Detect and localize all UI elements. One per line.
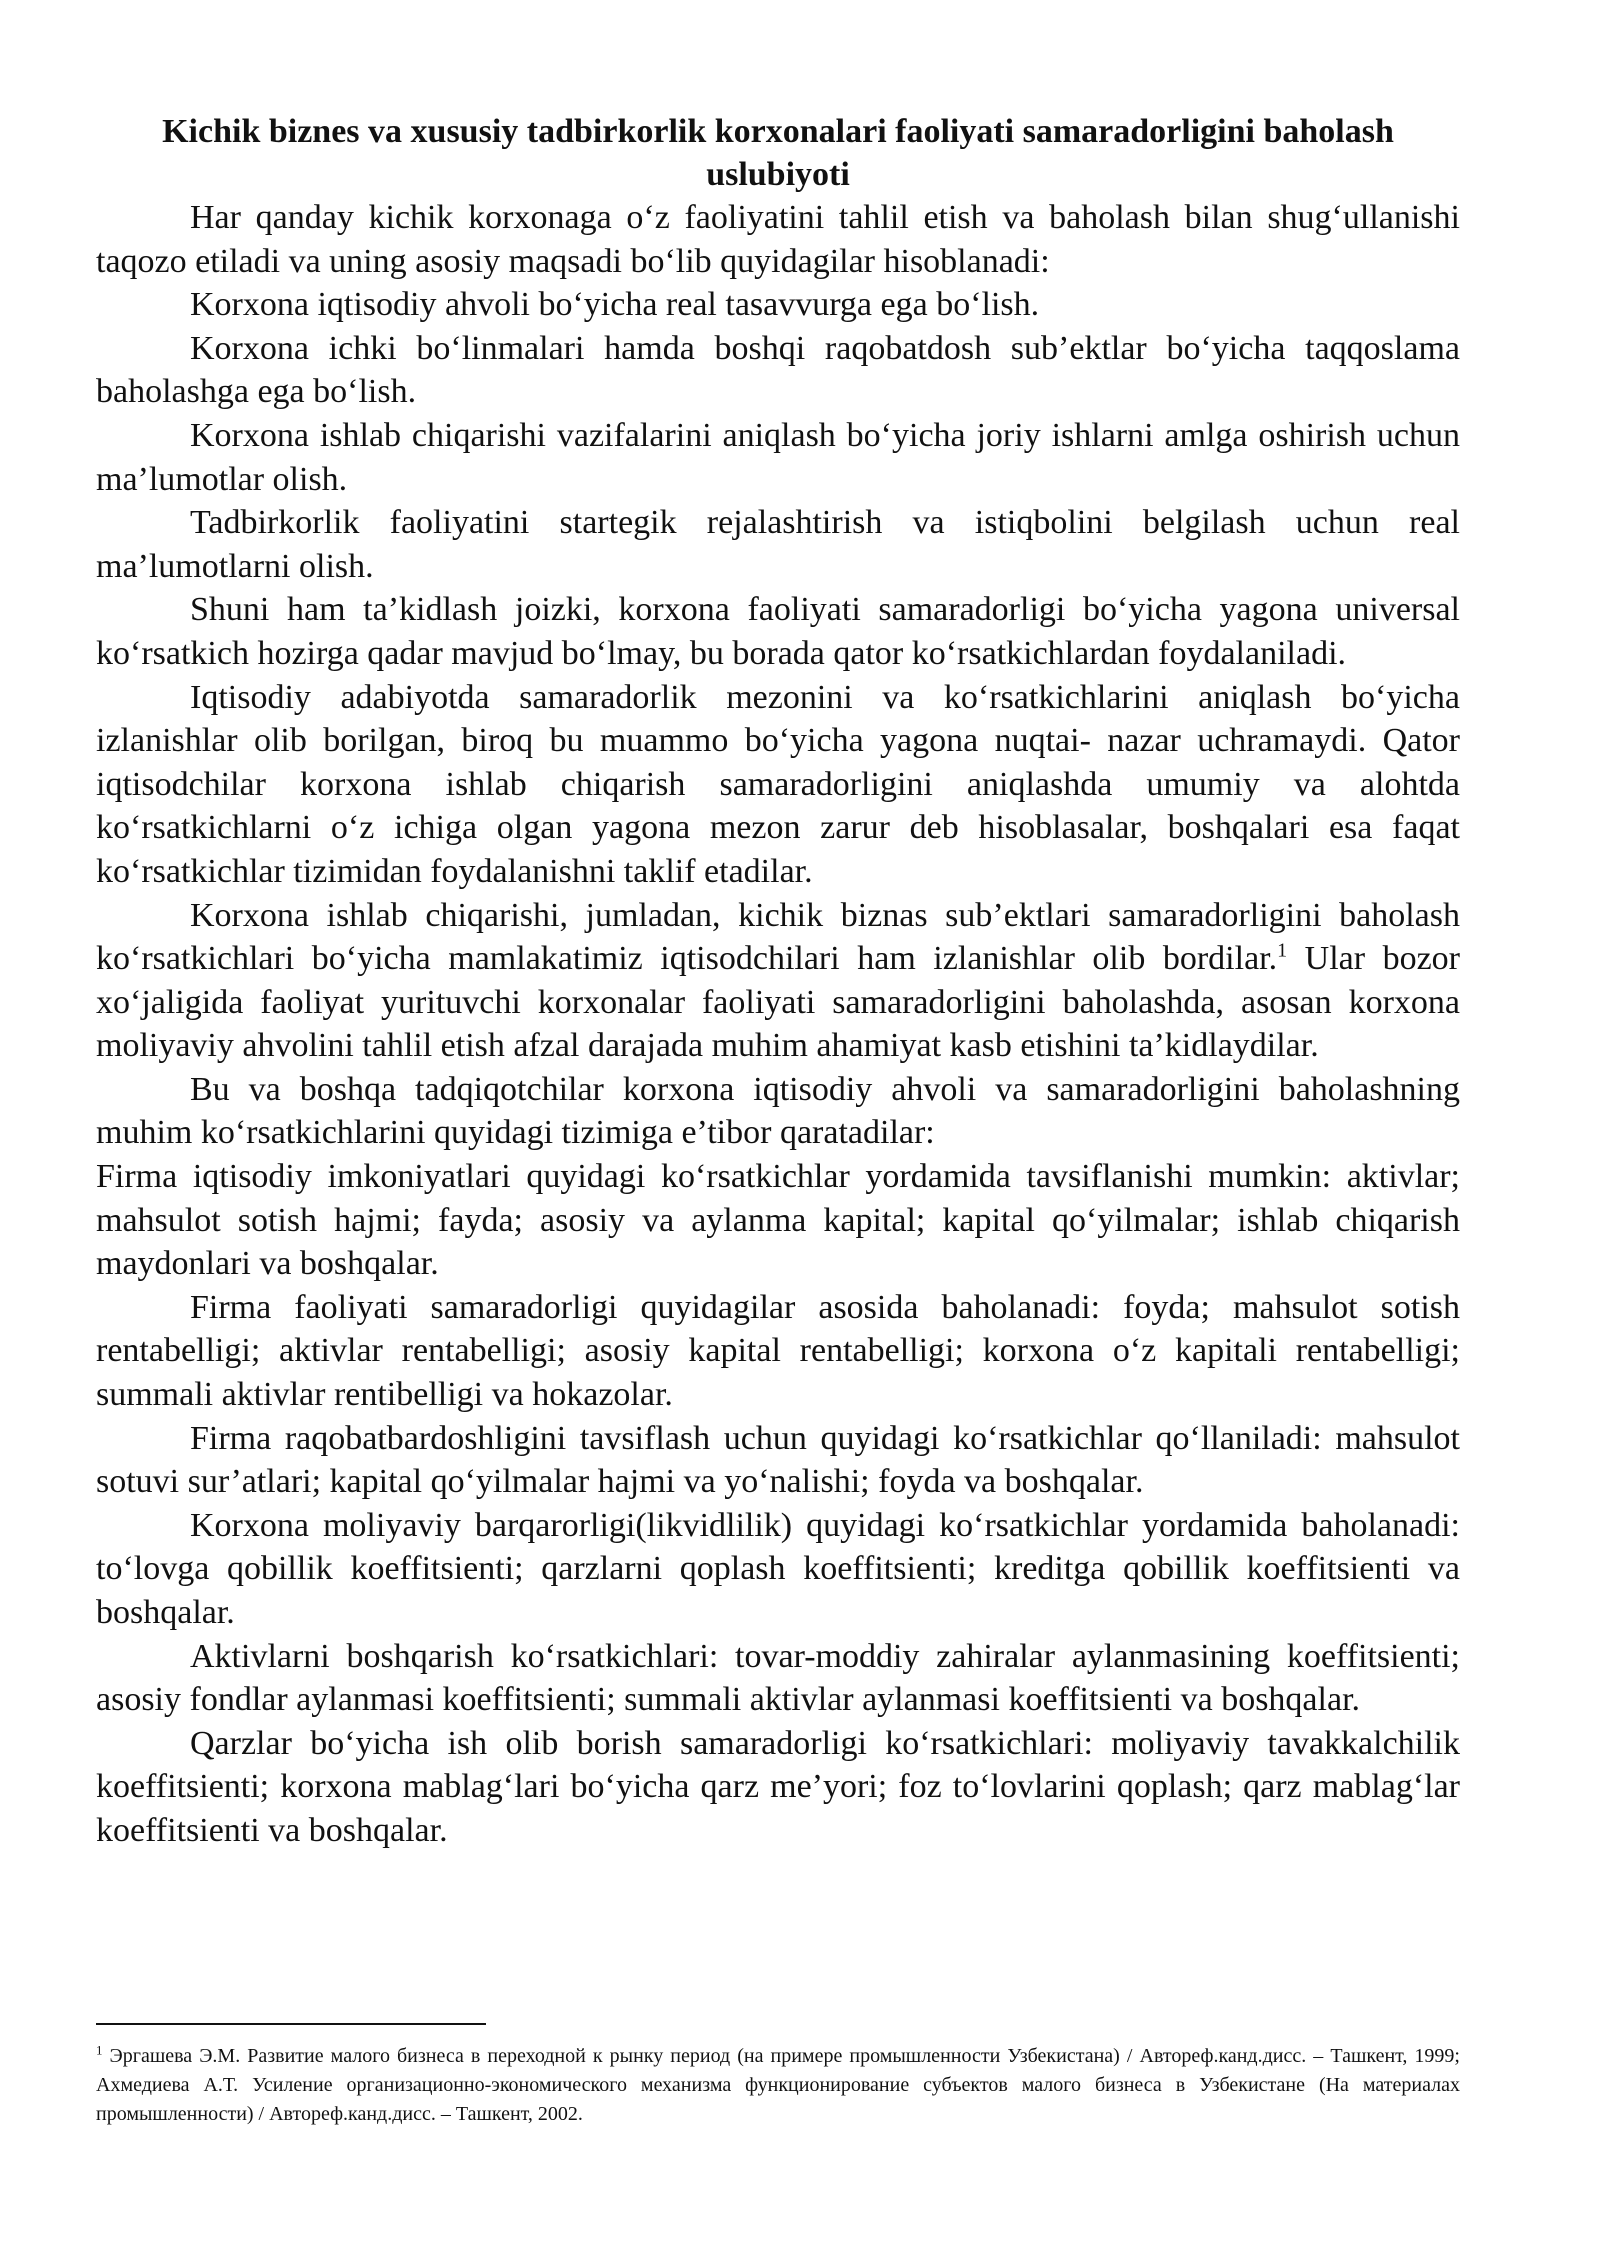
paragraph: Qarzlar bo‘yicha ish olib borish samaradorligi ko‘rsatkichlari: moliyaviy tavakkalchilik koeffitsienti; korxona mablag‘lari bo‘yicha qarz me’yori; foz to‘lovlarini qoplash; qarz mablag‘lar koeffitsienti va boshqalar. xyxy=(96,1724,1460,1849)
footnote xyxy=(96,2042,1460,2129)
paragraph: Korxona ishlab chiqarishi vazifalarini aniqlash bo‘yicha joriy ishlarni amlga oshirish uchun ma’lumotlar olish. xyxy=(96,416,1460,498)
paragraph: Bu va boshqa tadqiqotchilar korxona iqtisodiy ahvoli va samaradorligini baholashning muhim ko‘rsatkichlarini quyidagi tizimiga e’tibor qaratadilar: xyxy=(96,1070,1460,1152)
paragraph: Korxona iqtisodiy ahvoli bo‘yicha real tasavvurga ega bo‘lish. xyxy=(190,286,1040,324)
paragraph-with-footnote xyxy=(96,894,1460,1068)
footnote-reference: 1 xyxy=(1277,939,1288,962)
paragraph-text-after: Ular bozor xo‘jaligida faoliyat yurituvchi korxonalar faoliyati samaradorligini baholashda, asosan korxona moliyaviy ahvolini tahlil etish afzal darajada muhim ahamiyat kasb etishini ta’kidlaydilar. xyxy=(96,940,1460,1065)
paragraph: Korxona ichki bo‘linmalari hamda boshqi raqobatdosh sub’ektlar bo‘yicha taqqoslama baholashga ega bo‘lish. xyxy=(96,329,1460,411)
paragraph: Korxona moliyaviy barqarorligi(likvidlilik) quyidagi ko‘rsatkichlar yordamida baholanadi: to‘lovga qobillik koeffitsienti; qarzlarni qoplash koeffitsienti; kreditga qobillik koeffitsienti va boshqalar. xyxy=(96,1506,1460,1631)
paragraph-unindented: Firma iqtisodiy imkoniyatlari quyidagi ko‘rsatkichlar yordamida tavsiflanishi mumkin: aktivlar; mahsulot sotish hajmi; fayda; asosiy va aylanma kapital; kapital qo‘yilmalar; ishlab chiqarish maydonlari va boshqalar. xyxy=(96,1158,1460,1283)
footnote-separator xyxy=(96,2023,486,2025)
paragraph: Har qanday kichik korxonaga o‘z faoliyatini tahlil etish va baholash bilan shug‘ullanishi taqozo etiladi va uning asosiy maqsadi bo‘lib quyidagilar hisoblanadi: xyxy=(96,199,1460,280)
document-page xyxy=(96,110,1460,1853)
footnote-mark: 1 xyxy=(96,2042,103,2058)
paragraph: Shuni ham ta’kidlash joizki, korxona faoliyati samaradorligi bo‘yicha yagona universal ko‘rsatkich hozirga qadar mavjud bo‘lmay, bu borada qator ko‘rsatkichlardan foydalaniladi. xyxy=(96,591,1460,672)
paragraph: Iqtisodiy adabiyotda samaradorlik mezonini va ko‘rsatkichlarini aniqlash bo‘yicha izlanishlar olib borilgan, biroq bu muammo bo‘yicha yagona nuqtai- nazar uchramaydi. Qator iqtisodchilar korxona ishlab chiqarish samaradorligini aniqlashda umumiy va alohtda ko‘rsatkichlarni o‘z ichiga olgan yagona mezon zarur deb hisoblasalar, boshqalari esa faqat ko‘rsatkichlar tizimidan foydalanishni taklif etadilar. xyxy=(96,678,1460,890)
paragraph-text-before: Korxona ishlab chiqarishi, jumladan, kichik biznas sub’ektlari samaradorligini baholash ko‘rsatkichlari bo‘yicha mamlakatimiz iqtisodchilari ham izlanishlar olib bordilar. xyxy=(96,896,1460,978)
paragraph: Firma faoliyati samaradorligi quyidagilar asosida baholanadi: foyda; mahsulot sotish rentabelligi; aktivlar rentabelligi; asosiy kapital rentabelligi; korxona o‘z kapitali rentabelligi; summali aktivlar rentibelligi va hokazolar. xyxy=(96,1288,1460,1414)
document-title: Kichik biznes va xususiy tadbirkorlik korxonalari faoliyati samaradorligini baholash uslubiyoti xyxy=(162,113,1394,193)
paragraph: Aktivlarni boshqarish ko‘rsatkichlari: tovar-moddiy zahiralar aylanmasining koeffitsienti; asosiy fondlar aylanmasi koeffitsienti; summali aktivlar aylanmasi koeffitsienti va boshqalar. xyxy=(96,1637,1460,1719)
paragraph: Firma raqobatbardoshligini tavsiflash uchun quyidagi ko‘rsatkichlar qo‘llaniladi: mahsulot sotuvi sur’atlari; kapital qo‘yilmalar hajmi va yo‘nalishi; foyda va boshqalar. xyxy=(96,1419,1460,1501)
footnote-text: Эргашева Э.М. Развитие малого бизнеса в переходной к рынку период (на примере промышленности Узбекистана) / Автореф.канд.дисс. – Ташкент, 1999; Ахмедиева А.Т. Усиление организационно-экономического механизма функционирование субъектов малого бизнеса в Узбекистане (На материалах промышленности) / Автореф.канд.дисс. – Ташкент, 2002. xyxy=(96,2045,1460,2125)
paragraph: Tadbirkorlik faoliyatini startegik rejalashtirish va istiqbolini belgilash uchun real ma’lumotlarni olish. xyxy=(96,504,1460,585)
